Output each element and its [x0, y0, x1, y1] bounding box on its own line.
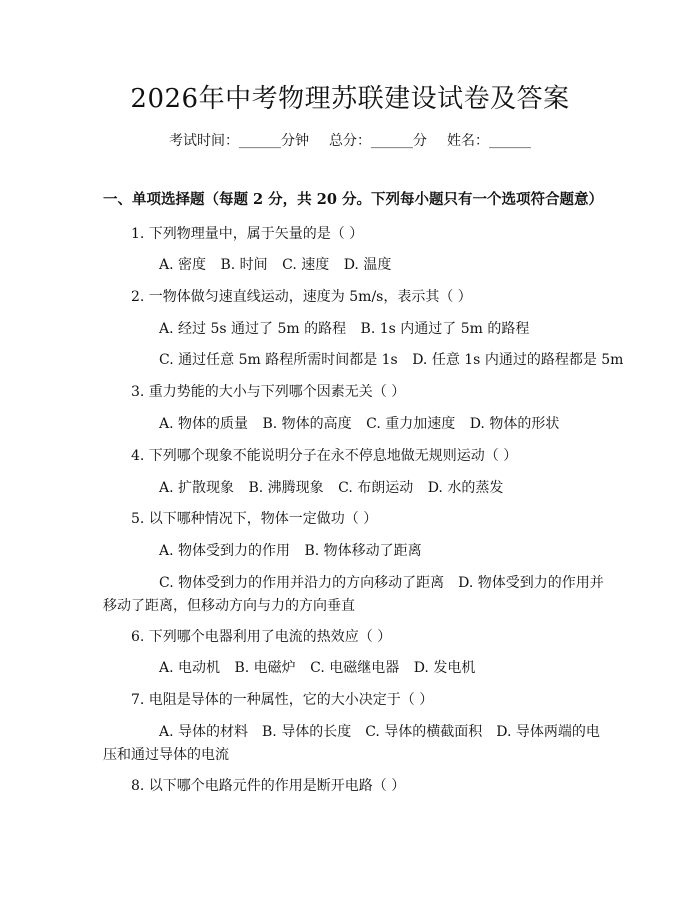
page-title: 2026年中考物理苏联建设试卷及答案: [130, 84, 570, 114]
total-score-field: 总分：______分: [329, 133, 427, 149]
exam-meta: [0, 131, 700, 151]
question-3-options: [159, 414, 569, 434]
option-b: B. 电磁炉: [234, 660, 296, 676]
option-b: B. 沸腾现象: [248, 480, 324, 496]
option-a: A. 物体受到力的作用: [159, 543, 291, 559]
option-c: C. 重力加速度: [366, 416, 456, 432]
option-d: D. 水的蒸发: [427, 480, 504, 496]
question-8-stem: 8. 以下哪个电路元件的作用是断开电路（ ）: [131, 778, 406, 794]
question-2-options-line2: [159, 350, 633, 370]
option-d: D. 任意 1s 内通过的路程都是 5m: [412, 352, 624, 368]
option-a: A. 经过 5s 通过了 5m 的路程: [159, 321, 347, 337]
option-b: B. 物体的高度: [262, 416, 352, 432]
option-a: A. 扩散现象: [159, 480, 235, 496]
question-3-stem: 3. 重力势能的大小与下列哪个因素无关（ ）: [131, 384, 406, 400]
question-5-options-wrapped-cont: 移动了距离，但移动方向与力的方向垂直: [103, 598, 355, 614]
exam-time-field: 考试时间：______分钟: [169, 133, 309, 149]
question-4-stem: 4. 下列哪个现象不能说明分子在永不停息地做无规则运动（ ）: [131, 448, 518, 464]
question-7-options-wrapped-cont: 压和通过导体的电流: [103, 747, 229, 763]
question-5-options-wrapped: C. 物体受到力的作用并沿力的方向移动了距离 D. 物体受到力的作用并: [159, 575, 604, 591]
question-5-stem: 5. 以下哪种情况下，物体一定做功（ ）: [131, 511, 378, 527]
question-1-options: [159, 255, 401, 275]
option-b: B. 时间: [220, 257, 268, 273]
option-c: C. 电磁继电器: [310, 660, 400, 676]
question-6-options: [159, 658, 485, 678]
section-heading-single-choice: 一、单项选择题（每题 2 分，共 20 分。下列每小题只有一个选项符合题意）: [103, 191, 603, 208]
option-c: C. 通过任意 5m 路程所需时间都是 1s: [159, 352, 398, 368]
option-c: C. 速度: [282, 257, 330, 273]
option-b: B. 物体移动了距离: [304, 543, 422, 559]
option-c: C. 布朗运动: [338, 480, 414, 496]
option-d: D. 物体的形状: [469, 416, 560, 432]
option-b: B. 1s 内通过了 5m 的路程: [360, 321, 530, 337]
name-field: 姓名：______: [447, 133, 531, 149]
option-a: A. 电动机: [159, 660, 221, 676]
question-7-stem: 7. 电阻是导体的一种属性，它的大小决定于（ ）: [131, 692, 434, 708]
question-2-stem: 2. 一物体做匀速直线运动，速度为 5m/s，表示其（ ）: [131, 289, 472, 305]
option-a: A. 密度: [159, 257, 207, 273]
option-d: D. 温度: [343, 257, 392, 273]
option-a: A. 物体的质量: [159, 416, 249, 432]
question-7-options-wrapped: A. 导体的材料 B. 导体的长度 C. 导体的横截面积 D. 导体两端的电: [159, 724, 600, 740]
question-1-stem: 1. 下列物理量中，属于矢量的是（ ）: [131, 226, 364, 242]
question-5-options-line1: [159, 541, 432, 561]
question-4-options: [159, 478, 513, 498]
option-d: D. 发电机: [413, 660, 476, 676]
question-6-stem: 6. 下列哪个电器利用了电流的热效应（ ）: [131, 629, 392, 645]
question-2-options-line1: [159, 319, 539, 339]
